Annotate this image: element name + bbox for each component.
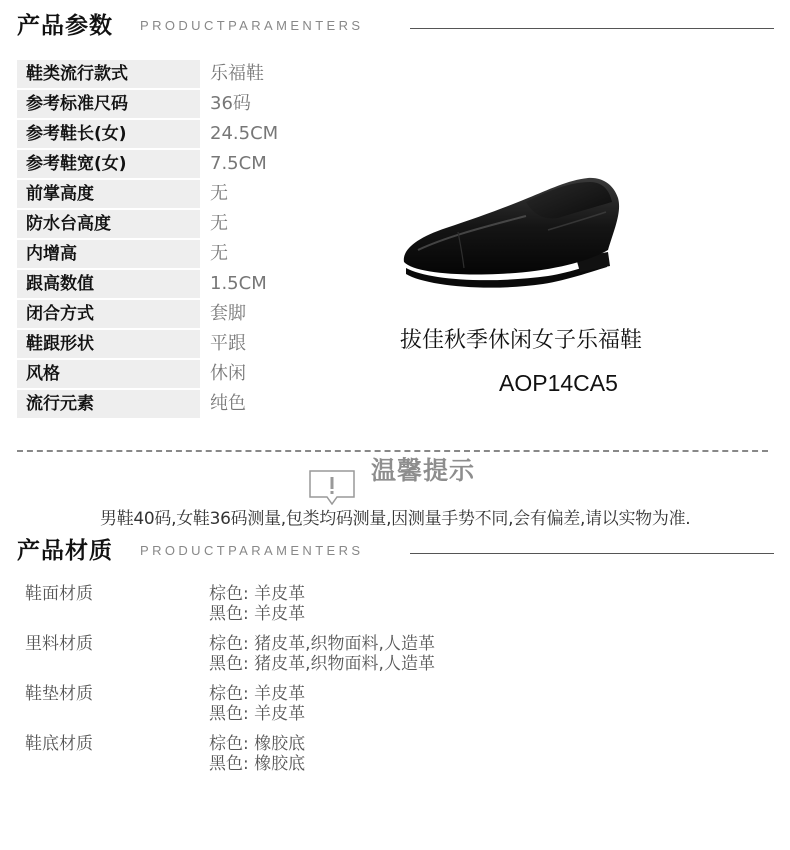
spec-label: 参考标准尺码 <box>17 90 200 118</box>
material-values <box>209 734 305 774</box>
spec-row <box>17 149 377 179</box>
spec-row <box>17 269 377 299</box>
material-label: 里料材质 <box>25 634 93 654</box>
spec-row <box>17 209 377 239</box>
spec-row <box>17 119 377 149</box>
spec-row <box>17 359 377 389</box>
notice-text: 男鞋40码,女鞋36码测量,包类均码测量,因测量手势不同,会有偏差,请以实物为准. <box>100 509 691 529</box>
spec-label: 风格 <box>17 360 200 388</box>
material-list <box>25 584 625 784</box>
dashed-divider <box>17 450 768 452</box>
spec-label: 参考鞋宽(女) <box>17 150 200 178</box>
exclamation-bubble-icon <box>309 469 355 505</box>
spec-label: 参考鞋长(女) <box>17 120 200 148</box>
spec-value: 乐福鞋 <box>210 63 264 84</box>
spec-row <box>17 329 377 359</box>
spec-row <box>17 179 377 209</box>
spec-label: 前掌高度 <box>17 180 200 208</box>
material-values <box>209 584 305 624</box>
material-label: 鞋面材质 <box>25 584 93 604</box>
spec-label: 防水台高度 <box>17 210 200 238</box>
material-row <box>25 734 625 784</box>
material-row <box>25 684 625 734</box>
section-title: 产品材质 <box>17 538 113 564</box>
spec-value: 7.5CM <box>210 153 267 174</box>
spec-value: 套脚 <box>210 303 246 324</box>
material-value: 黑色: 羊皮革 <box>209 604 306 624</box>
spec-row <box>17 89 377 119</box>
spec-value: 休闲 <box>210 363 246 384</box>
section-subtitle: PRODUCTPARAMENTERS <box>140 543 364 558</box>
specs-section-header <box>0 11 790 41</box>
material-label: 鞋底材质 <box>25 734 93 754</box>
divider <box>410 553 774 554</box>
material-values <box>209 684 305 724</box>
material-label: 鞋垫材质 <box>25 684 93 704</box>
product-name: 拔佳秋季休闲女子乐福鞋 <box>400 328 643 353</box>
materials-section-header <box>0 536 790 566</box>
spec-label: 鞋类流行款式 <box>17 60 200 88</box>
section-title: 产品参数 <box>17 13 113 39</box>
notice-title: 温馨提示 <box>371 456 476 485</box>
spec-label: 内增高 <box>17 240 200 268</box>
material-values <box>209 634 435 674</box>
spec-label: 跟高数值 <box>17 270 200 298</box>
material-value: 棕色: 橡胶底 <box>209 734 306 754</box>
section-subtitle: PRODUCTPARAMENTERS <box>140 18 364 33</box>
spec-value: 纯色 <box>210 393 246 414</box>
spec-label: 流行元素 <box>17 390 200 418</box>
spec-label: 闭合方式 <box>17 300 200 328</box>
divider <box>410 28 774 29</box>
product-code: AOP14CA5 <box>499 370 618 396</box>
spec-row <box>17 389 377 419</box>
black-loafer-shoe-icon <box>398 172 638 297</box>
material-value: 棕色: 猪皮革,织物面料,人造革 <box>209 634 435 654</box>
spec-table <box>17 59 377 419</box>
material-value: 棕色: 羊皮革 <box>209 584 306 604</box>
material-value: 棕色: 羊皮革 <box>209 684 306 704</box>
material-row <box>25 584 625 634</box>
material-value: 黑色: 橡胶底 <box>209 754 306 774</box>
spec-value: 24.5CM <box>210 123 279 144</box>
spec-row <box>17 59 377 89</box>
spec-value: 无 <box>210 213 228 234</box>
spec-value: 无 <box>210 183 228 204</box>
material-value: 黑色: 猪皮革,织物面料,人造革 <box>209 654 435 674</box>
material-value: 黑色: 羊皮革 <box>209 704 306 724</box>
spec-value: 平跟 <box>210 333 246 354</box>
spec-row <box>17 239 377 269</box>
material-row <box>25 634 625 684</box>
spec-value: 无 <box>210 243 228 264</box>
spec-value: 1.5CM <box>210 273 267 294</box>
spec-row <box>17 299 377 329</box>
spec-value: 36码 <box>210 93 251 114</box>
spec-label: 鞋跟形状 <box>17 330 200 358</box>
